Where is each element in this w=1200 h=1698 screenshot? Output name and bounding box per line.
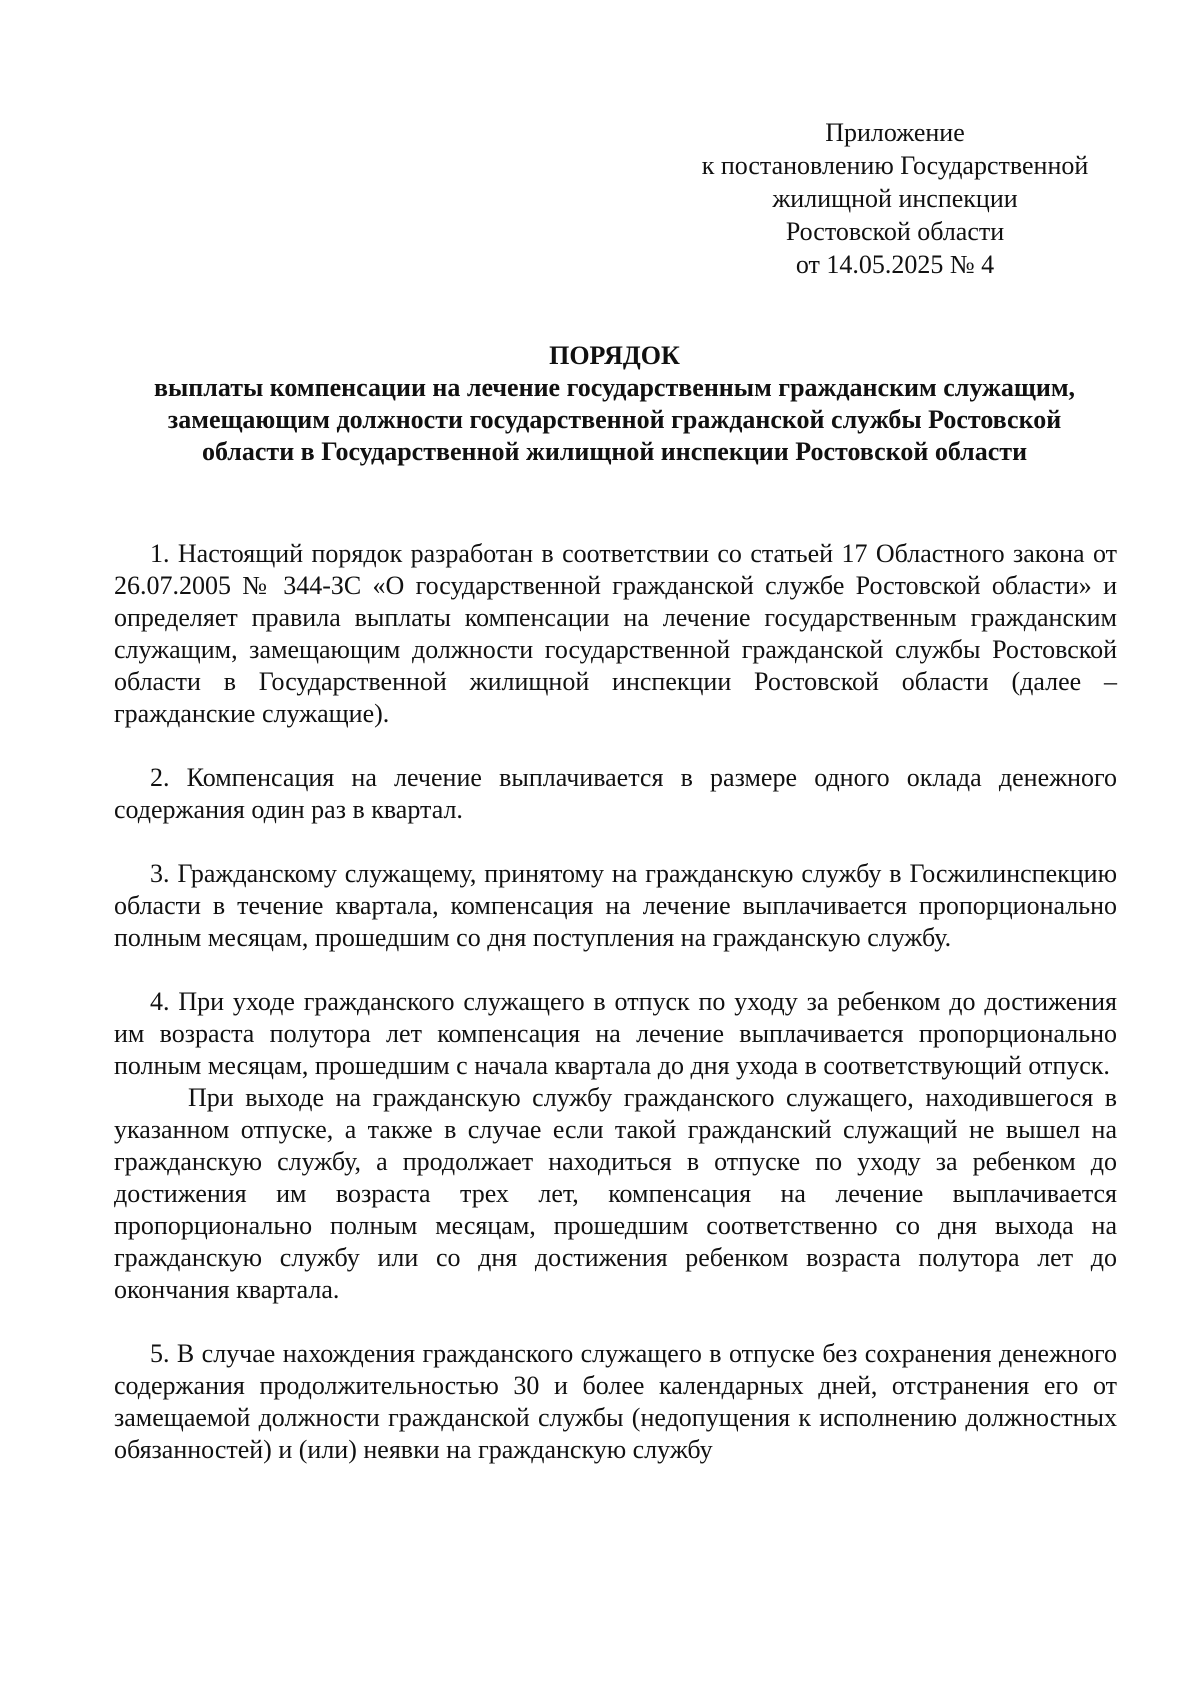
- appendix-line: Ростовской области: [785, 217, 1005, 246]
- document-title: [112, 340, 1117, 468]
- appendix-line: жилищной инспекции: [772, 184, 1018, 213]
- paragraph-1: 1. Настоящий порядок разработан в соответствии со статьей 17 Областного закона от 26.07.2005 № 344-ЗС «О государственной гражданской службе Ростовской области» и определяет правила выплаты компенсации на лечение государственным гражданским служащим, замещающим должности государственной гражданской службы Ростовской области в Государственной жилищной инспекции Ростовской области (далее – гражданские служащие).: [114, 539, 1117, 728]
- appendix-header: [680, 116, 1110, 281]
- document-body: [114, 538, 1117, 1466]
- appendix-date-line: от 14.05.2025 № 4: [795, 250, 995, 279]
- title-line: замещающим должности государственной гражданской службы Ростовской: [167, 405, 1062, 434]
- appendix-line: Приложение: [825, 118, 965, 147]
- appendix-line: к постановлению Государственной: [701, 151, 1089, 180]
- paragraph-3: 3. Гражданскому служащему, принятому на гражданскую службу в Госжилинспекцию области в течение квартала, компенсация на лечение выплачивается пропорционально полным месяцам, прошедшим со дня поступления на гражданскую службу.: [114, 859, 1117, 952]
- paragraph-4-continuation: При выходе на гражданскую службу гражданского служащего, находившегося в указанном отпуске, а также в случае если такой гражданский служащий не вышел на гражданскую службу, а продолжает находиться в отпуске по уходу за ребенком до достижения им возраста трех лет, компенсация на лечение выплачивается пропорционально полным месяцам, прошедшим соответственно со дня выхода на гражданскую службу или со дня достижения ребенком возраста полутора лет до окончания квартала.: [114, 1083, 1117, 1304]
- title-main: ПОРЯДОК: [549, 341, 680, 370]
- title-line: области в Государственной жилищной инспекции Ростовской области: [201, 437, 1028, 466]
- paragraph-2: 2. Компенсация на лечение выплачивается в размере одного оклада денежного содержания один раз в квартал.: [114, 763, 1117, 824]
- paragraph-5: 5. В случае нахождения гражданского служащего в отпуске без сохранения денежного содержания продолжительностью 30 и более календарных дней, отстранения его от замещаемой должности гражданской службы (недопущения к исполнению должностных обязанностей) и (или) неявки на гражданскую службу: [114, 1339, 1117, 1464]
- paragraph-4: 4. При уходе гражданского служащего в отпуск по уходу за ребенком до достижения им возраста полутора лет компенсация на лечение выплачивается пропорционально полным месяцам, прошедшим с начала квартала до дня ухода в соответствующий отпуск.: [114, 987, 1117, 1080]
- title-line: выплаты компенсации на лечение государственным гражданским служащим,: [153, 373, 1076, 402]
